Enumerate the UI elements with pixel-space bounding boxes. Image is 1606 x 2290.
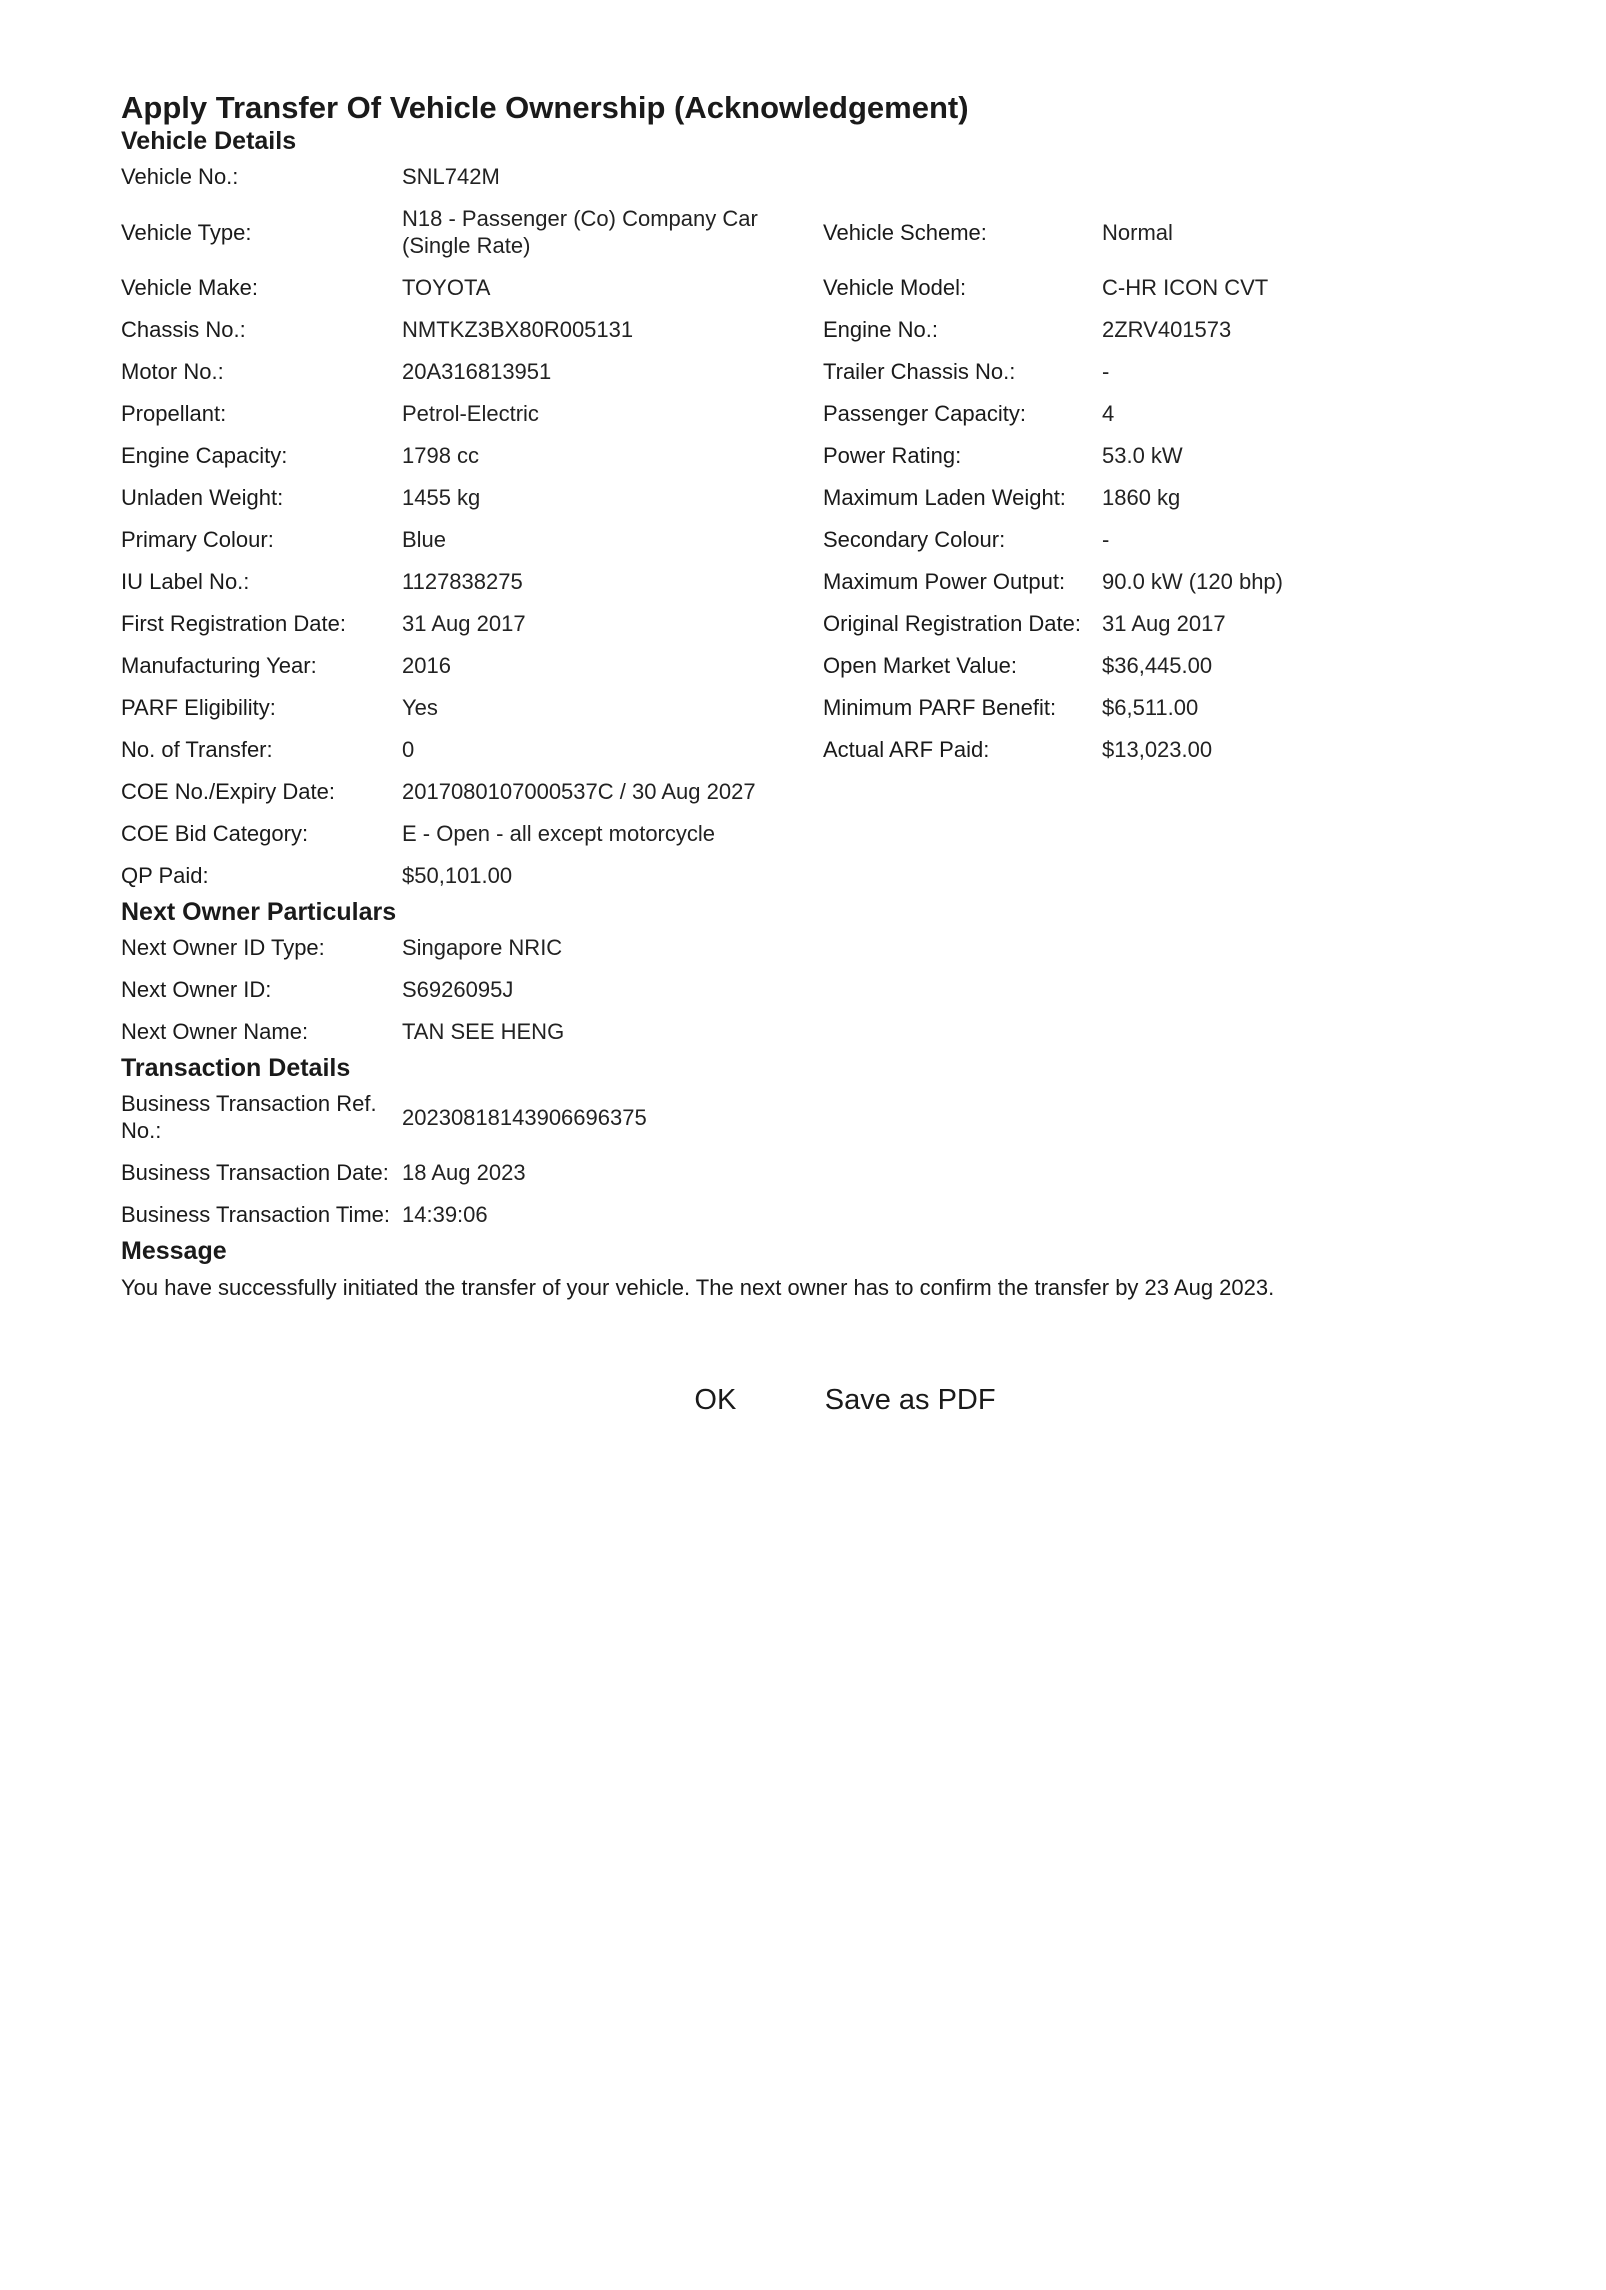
field-label: Trailer Chassis No.: <box>823 359 1016 384</box>
field-value: 18 Aug 2023 <box>402 1160 526 1185</box>
field-label: Secondary Colour: <box>823 527 1006 552</box>
field-value: E - Open - all except motorcycle <box>402 821 716 846</box>
field-value: 20230818143906696375 <box>402 1104 647 1130</box>
save-as-pdf-button[interactable]: Save as PDF <box>813 1378 1008 1423</box>
field-label: Minimum PARF Benefit: <box>823 695 1057 720</box>
field-value: 2016 <box>402 653 451 678</box>
field-value: $36,445.00 <box>1102 653 1213 678</box>
page-title: Apply Transfer Of Vehicle Ownership (Acknowledgement) <box>121 90 969 125</box>
field-label: Engine Capacity: <box>121 443 288 468</box>
field-label: Engine No.: <box>823 317 938 342</box>
field-label <box>823 813 1102 855</box>
vehicle-details-heading: Vehicle Details <box>121 127 297 155</box>
transaction-details-heading: Transaction Details <box>121 1054 351 1082</box>
field-value: 0 <box>402 737 415 762</box>
field-value <box>1102 156 1322 198</box>
next-owner-table <box>121 927 1521 1053</box>
field-label: Next Owner ID Type: <box>121 935 325 960</box>
field-value: 1860 kg <box>1102 485 1181 510</box>
field-label: Maximum Power Output: <box>823 569 1066 594</box>
field-label: Chassis No.: <box>121 317 246 342</box>
confirmation-message: You have successfully initiated the transfer of your vehicle. The next owner has to confirm the transfer by 23 Aug 2023. <box>121 1275 1275 1300</box>
field-label: Business Transaction Date: <box>121 1160 389 1185</box>
field-label: Manufacturing Year: <box>121 653 317 678</box>
field-label: Primary Colour: <box>121 527 274 552</box>
field-label: No. of Transfer: <box>121 737 273 762</box>
field-label: Unladen Weight: <box>121 485 284 510</box>
field-value: 90.0 kW (120 bhp) <box>1102 569 1283 594</box>
transaction-details-table <box>121 1083 1521 1236</box>
field-label: Maximum Laden Weight: <box>823 485 1066 510</box>
field-value: 2ZRV401573 <box>1102 317 1232 342</box>
field-value: 2017080107000537C / 30 Aug 2027 <box>402 779 756 804</box>
field-label: IU Label No.: <box>121 569 250 594</box>
field-value: $6,511.00 <box>1102 695 1199 720</box>
field-value: 20A316813951 <box>402 359 552 384</box>
field-value: $13,023.00 <box>1102 737 1213 762</box>
field-label: First Registration Date: <box>121 611 346 636</box>
field-label: QP Paid: <box>121 863 209 888</box>
field-label: COE Bid Category: <box>121 821 309 846</box>
message-heading: Message <box>121 1237 227 1265</box>
field-value: Petrol-Electric <box>402 401 539 426</box>
field-label: Vehicle Model: <box>823 275 967 300</box>
field-label: Next Owner Name: <box>121 1019 309 1044</box>
acknowledgement-page <box>121 90 1521 1302</box>
field-value: SNL742M <box>402 164 500 189</box>
field-label: PARF Eligibility: <box>121 695 276 720</box>
field-value: NMTKZ3BX80R005131 <box>402 317 634 342</box>
field-label: Power Rating: <box>823 443 962 468</box>
vehicle-details-table <box>121 156 1521 897</box>
field-label <box>823 156 1102 198</box>
field-label: Vehicle Scheme: <box>823 219 987 245</box>
field-label: Vehicle Make: <box>121 275 258 300</box>
field-label: Open Market Value: <box>823 653 1018 678</box>
field-value: $50,101.00 <box>402 863 513 888</box>
field-value: 4 <box>1102 401 1115 426</box>
field-value: - <box>1102 359 1110 384</box>
field-label: Vehicle Type: <box>121 219 252 245</box>
field-value: TAN SEE HENG <box>402 1019 565 1044</box>
field-value: Blue <box>402 527 447 552</box>
action-buttons <box>0 1378 1606 1423</box>
field-value <box>1102 771 1322 813</box>
field-label: Passenger Capacity: <box>823 401 1026 426</box>
field-label <box>823 855 1102 897</box>
ok-button[interactable]: OK <box>682 1378 748 1423</box>
field-value: 31 Aug 2017 <box>402 611 526 636</box>
field-value: Yes <box>402 695 438 720</box>
field-label: Business Transaction Ref. No.: <box>121 1091 377 1143</box>
field-label: Motor No.: <box>121 359 224 384</box>
field-value: S6926095J <box>402 977 514 1002</box>
field-value <box>1102 813 1322 855</box>
field-value: Normal <box>1102 219 1173 245</box>
field-value: 31 Aug 2017 <box>1102 611 1226 636</box>
field-label: COE No./Expiry Date: <box>121 779 335 804</box>
field-value: N18 - Passenger (Co) Company Car (Single Rate) <box>402 206 758 258</box>
field-value: TOYOTA <box>402 275 491 300</box>
field-label: Propellant: <box>121 401 227 426</box>
field-value: 1455 kg <box>402 485 481 510</box>
next-owner-heading: Next Owner Particulars <box>121 898 397 926</box>
field-label: Original Registration Date: <box>823 611 1082 636</box>
field-value: C-HR ICON CVT <box>1102 275 1269 300</box>
field-value: 14:39:06 <box>402 1202 488 1227</box>
field-value: - <box>1102 527 1110 552</box>
field-value: 53.0 kW <box>1102 443 1183 468</box>
field-value: 1127838275 <box>402 569 523 594</box>
field-value: Singapore NRIC <box>402 935 563 960</box>
field-label: Next Owner ID: <box>121 977 272 1002</box>
field-label <box>823 771 1102 813</box>
field-label: Vehicle No.: <box>121 164 239 189</box>
field-label: Actual ARF Paid: <box>823 737 990 762</box>
field-value <box>1102 855 1322 897</box>
field-value: 1798 cc <box>402 443 480 468</box>
field-label: Business Transaction Time: <box>121 1202 391 1227</box>
